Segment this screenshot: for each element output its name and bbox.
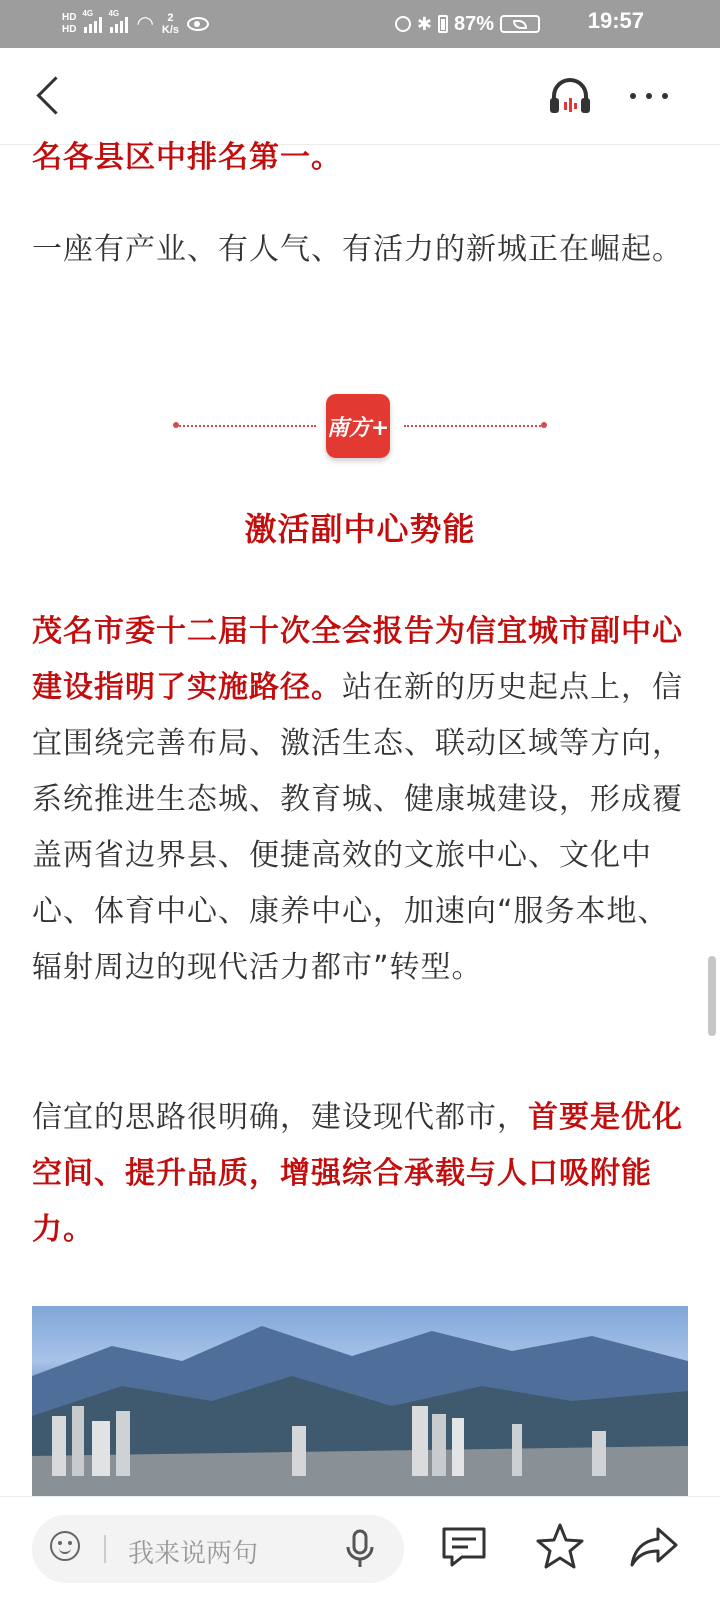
highlight-text: 茂名市委十二届十次全会报告为信宜城市副中心建设指明了实施路径。 (32, 614, 683, 705)
comment-icon[interactable] (438, 1521, 490, 1573)
power-saving-icon (500, 15, 540, 33)
network-speed (162, 12, 179, 36)
alarm-icon (395, 16, 411, 32)
wifi-icon: ◠ (136, 13, 154, 35)
status-left (62, 6, 209, 42)
article-paragraph-3 (32, 1090, 688, 1258)
paragraph-text: 站在新的历史起点上，信宜围绕完善布局、激活生态、联动区域等方向，系统推进生态城、教育城、健康城建设，形成覆盖两省边界县、便捷高效的文旅中心、文化中心、体育中心、康养中心，加速向“服务本地、辐射周边的现代活力都市”转型。 (32, 670, 683, 985)
signal-icon-1 (82, 9, 102, 33)
network-type-1: 4G (82, 9, 94, 18)
bottom-bar (0, 1496, 720, 1601)
article-photo[interactable] (32, 1306, 688, 1526)
comment-placeholder: 我来说两句 (128, 1539, 259, 1569)
nanfang-logo: 南方+ (326, 394, 390, 458)
speed-unit: K/s (161, 24, 180, 36)
microphone-icon[interactable] (342, 1529, 378, 1569)
highlight-text: 首要是优化空间、提升品质，增强综合承载与人口吸附能力。 (32, 1100, 683, 1247)
bluetooth-icon: ✱ (416, 13, 432, 34)
hd-top: HD (62, 12, 77, 23)
section-title: 激活副中心势能 (244, 510, 476, 548)
status-bar (0, 0, 720, 48)
comment-input[interactable] (32, 1515, 404, 1583)
back-button[interactable] (32, 74, 72, 118)
article-paragraph-1: 一座有产业、有人气、有活力的新城正在崛起。 (32, 232, 683, 267)
smile-icon[interactable] (50, 1531, 80, 1561)
hd-bottom: HD (62, 24, 77, 35)
headphones-icon (548, 76, 592, 116)
clock: 19:57 (587, 8, 644, 33)
city-landscape-image (32, 1306, 688, 1526)
signal-icon-2 (108, 9, 128, 33)
more-dots-icon (630, 93, 636, 99)
article-paragraph-2 (32, 604, 688, 996)
listen-button[interactable] (548, 76, 592, 116)
article-text-cut: 名各县区中排名第一。 (32, 140, 342, 175)
eye-icon (187, 17, 209, 31)
more-options-button[interactable] (630, 86, 678, 106)
network-type-2: 4G (108, 9, 120, 18)
status-right (395, 6, 540, 42)
star-icon[interactable] (534, 1521, 586, 1573)
battery-percent: 87% (453, 12, 494, 35)
battery-icon (438, 15, 448, 33)
hd-indicator (62, 12, 76, 36)
share-icon[interactable] (628, 1521, 680, 1573)
divider (104, 1535, 106, 1563)
scrollbar[interactable] (708, 956, 716, 1036)
speed-value: 2 (167, 12, 174, 24)
paragraph-text: 信宜的思路很明确，建设现代都市， (32, 1100, 528, 1135)
section-divider (176, 394, 544, 458)
